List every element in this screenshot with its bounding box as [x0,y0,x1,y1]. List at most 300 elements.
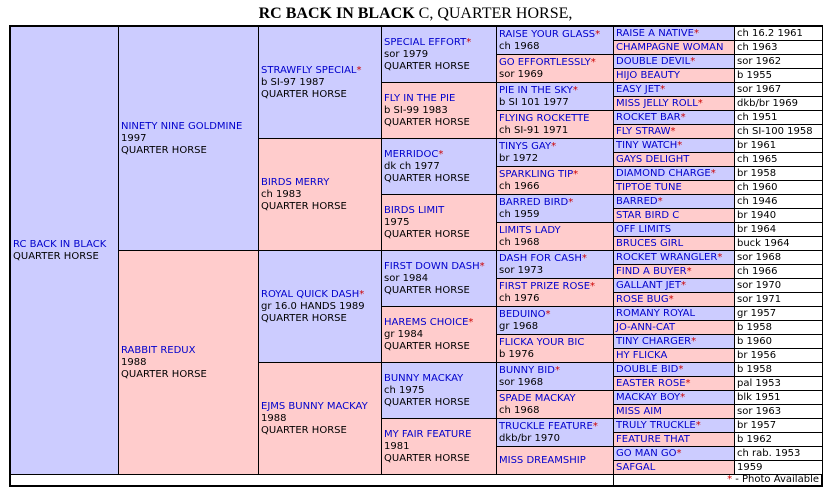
ancestor-name-link[interactable]: TINY CHARGER [616,336,692,347]
ancestor-name-line [499,197,611,209]
ancestor-name-link[interactable]: NINETY NINE GOLDMINE [121,120,243,132]
g5-ancestor-cell [496,418,614,447]
ancestor-info: gr 1957 [737,308,777,319]
g2-ancestor-cell [118,250,259,475]
ancestor-info: br 1972 [499,152,539,164]
ancestor-info: b 1955 [737,70,772,81]
ancestor-name-link[interactable]: ROMANY ROYAL [616,308,696,319]
ancestor-name-link[interactable]: SPADE MACKAY [499,392,576,404]
g6-ancestor-cell [613,306,735,321]
photo-available-star: * [693,28,699,39]
ancestor-info: b 1958 [737,364,772,375]
g6-ancestor-info-cell [734,152,823,167]
photo-available-star: * [680,392,686,403]
ancestor-breed: QUARTER HORSE [261,424,347,436]
ancestor-info: 1981 [384,440,410,452]
ancestor-info: sor 1962 [737,56,782,67]
g6-ancestor-info-cell [734,124,823,139]
ancestor-name-line [384,93,494,105]
ancestor-name-link[interactable]: SPECIAL EFFORT [384,36,467,48]
ancestor-info: ch SI-100 1958 [737,126,813,137]
g6-ancestor-cell [613,222,735,237]
g2-ancestor-cell [118,26,259,251]
ancestor-breed: QUARTER HORSE [384,116,470,128]
ancestor-info: ch 1966 [499,180,540,192]
g6-ancestor-info-cell [734,138,823,153]
photo-available-star: * [676,448,682,459]
g6-ancestor-info-cell [734,446,823,461]
photo-available-star: * [590,56,596,68]
ancestor-breed: QUARTER HORSE [261,88,347,100]
pedigree-chart [9,25,823,487]
g5-ancestor-cell [496,278,614,307]
ancestor-info: ch 16.2 1961 [737,28,803,39]
g6-ancestor-cell [613,460,735,475]
ancestor-info: br 1957 [737,420,777,431]
ancestor-name-link[interactable]: DASH FOR CASH [499,252,582,264]
ancestor-name-link[interactable]: FIRST PRIZE ROSE [499,280,591,292]
ancestor-name-link[interactable]: MISS DREAMSHIP [499,454,586,466]
ancestor-name-link[interactable]: STRAWFLY SPECIAL [261,64,357,76]
ancestor-info: ch 1968 [499,236,540,248]
g6-ancestor-info-cell [734,222,823,237]
g5-ancestor-cell [496,306,614,335]
photo-available-star: * [554,364,560,376]
g5-ancestor-cell [496,446,614,475]
g6-ancestor-info-cell [734,320,823,335]
g6-ancestor-info-cell [734,96,823,111]
g6-ancestor-cell [613,152,735,167]
photo-available-star: * [359,288,365,300]
ancestor-name-link[interactable]: BUNNY BID [499,364,555,376]
g4-ancestor-cell [381,306,497,363]
ancestor-info: sor 1970 [737,280,782,291]
g4-ancestor-cell [381,362,497,419]
g5-ancestor-cell [496,194,614,223]
photo-available-star: * [690,56,696,67]
ancestor-info: 1959 [737,462,763,473]
ancestor-name-link[interactable]: DOUBLE BID [616,364,679,375]
ancestor-breed: QUARTER HORSE [384,340,470,352]
subject-horse-cell [10,26,119,475]
ancestor-name-link[interactable]: EJMS BUNNY MACKAY [261,400,368,412]
photo-available-star: * [710,168,716,179]
ancestor-name-link[interactable]: BUNNY MACKAY [384,372,464,384]
g6-ancestor-cell [613,250,735,265]
ancestor-info: ch 1966 [737,266,778,277]
g4-ancestor-cell [381,138,497,195]
g6-ancestor-cell [613,418,735,433]
ancestor-name-line [121,345,256,357]
ancestor-info: ch 1946 [737,196,778,207]
photo-available-star: * [660,84,666,95]
photo-available-star: * [590,280,596,292]
g6-ancestor-info-cell [734,432,823,447]
ancestor-name-link[interactable]: HIJO BEAUTY [616,70,681,81]
g5-ancestor-cell [496,54,614,83]
ancestor-info: b 1962 [737,434,772,445]
ancestor-info: gr 1968 [499,320,539,332]
photo-available-star: * [356,64,362,76]
g3-ancestor-cell [258,362,382,475]
ancestor-name-line [499,281,611,293]
g3-ancestor-cell [258,138,382,251]
g6-ancestor-cell [613,124,735,139]
ancestor-breed: QUARTER HORSE [261,200,347,212]
ancestor-name-link[interactable]: TRULY TRUCKLE [616,420,696,431]
ancestor-name-link[interactable]: ROCKET WRANGLER [616,252,718,263]
ancestor-breed: QUARTER HORSE [121,368,207,380]
ancestor-name-link[interactable]: LIMITS LADY [499,224,561,236]
ancestor-name-link[interactable]: CHAMPAGNE WOMAN [616,42,724,53]
g6-ancestor-info-cell [734,292,823,307]
ancestor-info: pal 1953 [737,378,781,389]
ancestor-name-link[interactable]: STAR BIRD C [616,210,680,221]
ancestor-name-link[interactable]: SPARKLING TIP [499,168,574,180]
title-horse-name: RC BACK IN BLACK [258,5,415,22]
ancestor-name-link[interactable]: HAREMS CHOICE [384,316,469,328]
ancestor-info: ch 1951 [737,112,778,123]
ancestor-name-line [384,205,494,217]
ancestor-name-link[interactable]: MY FAIR FEATURE [384,428,472,440]
ancestor-info: ch rab. 1953 [737,448,801,459]
ancestor-info: br 1961 [737,140,777,151]
ancestor-name-link[interactable]: BRUCES GIRL [616,238,684,249]
ancestor-name-link[interactable]: PIE IN THE SKY [499,84,573,96]
ancestor-info: sor 1971 [737,294,782,305]
g6-ancestor-cell [613,264,735,279]
ancestor-name-link[interactable]: HY FLICKA [616,350,668,361]
photo-available-star: * [685,378,691,389]
photo-available-star: * [581,252,587,264]
ancestor-name-line [261,177,379,189]
g6-ancestor-cell [613,180,735,195]
photo-available-star: * [677,140,683,151]
ancestor-name-line [384,429,494,441]
g6-ancestor-cell [613,236,735,251]
g6-ancestor-cell [613,166,735,181]
ancestor-name-line [499,141,611,153]
photo-available-star: * [568,196,574,208]
ancestor-breed: QUARTER HORSE [384,396,470,408]
g6-ancestor-cell [613,376,735,391]
g6-ancestor-cell [613,446,735,461]
g6-ancestor-cell [613,54,735,69]
ancestor-name-line [499,113,611,125]
g5-ancestor-cell [496,110,614,139]
photo-available-star: * [680,280,686,291]
ancestor-name-line [499,337,611,349]
ancestor-name-line [499,455,611,467]
g6-ancestor-info-cell [734,404,823,419]
ancestor-info: sor 1968 [499,376,544,388]
ancestor-info: b 1976 [499,348,534,360]
footer-left-cell [10,474,614,486]
g6-ancestor-cell [613,390,735,405]
ancestor-name-line [499,309,611,321]
g5-ancestor-cell [496,390,614,419]
ancestor-name-link[interactable]: DOUBLE DEVIL [616,56,691,67]
ancestor-name-link[interactable]: ROCKET BAR [616,112,681,123]
ancestor-info: br 1964 [737,224,777,235]
g6-ancestor-info-cell [734,334,823,349]
ancestor-info: b SI-99 1983 [384,104,448,116]
page-title [0,5,831,23]
ancestor-name-link[interactable]: BARRED [616,196,658,207]
ancestor-breed: QUARTER HORSE [384,228,470,240]
ancestor-name-line [261,401,379,413]
photo-available-star: * [678,364,684,375]
g6-ancestor-cell [613,26,735,41]
photo-available-star: * [479,260,485,272]
g6-ancestor-cell [613,138,735,153]
photo-available-star: * [573,168,579,180]
ancestor-info: gr 1984 [384,328,424,340]
g6-ancestor-info-cell [734,278,823,293]
ancestor-name-link[interactable]: BARRED BIRD [499,196,569,208]
g6-ancestor-cell [613,110,735,125]
ancestor-name-link[interactable]: EASY JET [616,84,661,95]
photo-available-star: * [686,266,692,277]
ancestor-info: buck 1964 [737,238,790,249]
ancestor-breed: QUARTER HORSE [384,452,470,464]
ancestor-info: ch 1968 [499,404,540,416]
ancestor-name-line [499,421,611,433]
photo-available-note: * - Photo Available [727,474,819,485]
ancestor-info: sor 1963 [737,406,782,417]
ancestor-info: ch 1963 [737,42,778,53]
ancestor-breed: QUARTER HORSE [121,144,207,156]
ancestor-info: ch 1968 [499,40,540,52]
ancestor-info: ch 1959 [499,208,540,220]
ancestor-breed: QUARTER HORSE [384,172,470,184]
ancestor-name-link[interactable]: ROSE BUG [616,294,669,305]
ancestor-name-link[interactable]: GO EFFORTLESSLY [499,56,591,68]
ancestor-name-link[interactable]: MISS AIM [616,406,662,417]
ancestor-info: ch SI-91 1971 [499,124,569,136]
g6-ancestor-info-cell [734,390,823,405]
photo-available-star: * [592,420,598,432]
ancestor-name-link[interactable]: RAISE YOUR GLASS [499,28,596,40]
ancestor-info: dkb/br 1969 [737,98,798,109]
g6-ancestor-cell [613,194,735,209]
ancestor-name-line [384,373,494,385]
ancestor-name-link[interactable]: GO MAN GO [616,448,677,459]
ancestor-name-line [499,253,611,265]
ancestor-name-link[interactable]: RABBIT REDUX [121,344,196,356]
g6-ancestor-info-cell [734,460,823,475]
g6-ancestor-cell [613,362,735,377]
ancestor-name-link[interactable]: JO-ANN-CAT [616,322,676,333]
g6-ancestor-info-cell [734,180,823,195]
ancestor-name-link[interactable]: BIRDS MERRY [261,176,330,188]
ancestor-info: ch 1975 [384,384,425,396]
photo-available-star: * [680,112,686,123]
g4-ancestor-cell [381,250,497,307]
g6-ancestor-info-cell [734,250,823,265]
photo-available-star: * [545,308,551,320]
ancestor-info: sor 1979 [384,48,429,60]
ancestor-info: dkb/br 1970 [499,432,560,444]
ancestor-name-link[interactable]: GAYS DELIGHT [616,154,690,165]
g5-ancestor-cell [496,250,614,279]
g6-ancestor-info-cell [734,418,823,433]
ancestor-name-link[interactable]: ROYAL QUICK DASH [261,288,360,300]
ancestor-info: sor 1969 [499,68,544,80]
ancestor-name-line [499,365,611,377]
g6-ancestor-cell [613,278,735,293]
ancestor-info: blk 1951 [737,392,781,403]
ancestor-info: gr 16.0 HANDS 1989 [261,300,365,312]
ancestor-info: dk ch 1977 [384,160,440,172]
photo-available-star: * [695,420,701,431]
g6-ancestor-cell [613,96,735,111]
ancestor-info: 1997 [121,132,147,144]
photo-available-star: * [670,126,676,137]
photo-available-star: * [572,84,578,96]
g5-ancestor-cell [496,26,614,55]
ancestor-name-line [499,57,611,69]
photo-available-star: * [466,36,472,48]
ancestor-name-link[interactable]: SAFGAL [616,462,656,473]
ancestor-name-link[interactable]: OFF LIMITS [616,224,672,235]
ancestor-name-line [384,317,494,329]
g6-ancestor-info-cell [734,26,823,41]
ancestor-info: b SI 101 1977 [499,96,569,108]
ancestor-name-link[interactable]: MISS JELLY ROLL [616,98,698,109]
ancestor-name-line [384,261,494,273]
g4-ancestor-cell [381,194,497,251]
g5-ancestor-cell [496,362,614,391]
ancestor-name-link[interactable]: FEATURE THAT [616,434,690,445]
ancestor-info: b SI-97 1987 [261,76,325,88]
ancestor-name-link[interactable]: EASTER ROSE [616,378,686,389]
ancestor-name-link[interactable]: TIPTOE TUNE [616,182,682,193]
g5-ancestor-cell [496,222,614,251]
g5-ancestor-cell [496,138,614,167]
g5-ancestor-cell [496,166,614,195]
ancestor-name-link[interactable]: MACKAY BOY [616,392,681,403]
photo-available-star: * [668,294,674,305]
g6-ancestor-cell [613,334,735,349]
ancestor-name-line [261,65,379,77]
ancestor-name-link[interactable]: TINYS GAY [499,140,552,152]
g4-ancestor-cell [381,26,497,83]
g3-ancestor-cell [258,26,382,139]
g6-ancestor-cell [613,68,735,83]
g6-ancestor-info-cell [734,306,823,321]
ancestor-name-link[interactable]: GALLANT JET [616,280,681,291]
ancestor-name-line [499,29,611,41]
ancestor-info: 1975 [384,216,410,228]
g6-ancestor-cell [613,432,735,447]
g6-ancestor-cell [613,404,735,419]
g6-ancestor-info-cell [734,362,823,377]
photo-available-star: * [691,336,697,347]
subject-horse-name[interactable]: RC BACK IN BLACK [13,238,107,250]
ancestor-info: br 1956 [737,350,777,361]
g6-ancestor-info-cell [734,348,823,363]
g6-ancestor-info-cell [734,40,823,55]
ancestor-name-link[interactable]: FLY IN THE PIE [384,92,456,104]
ancestor-info: br 1958 [737,168,777,179]
ancestor-info: ch 1983 [261,188,302,200]
g6-ancestor-info-cell [734,376,823,391]
ancestor-info: ch 1960 [737,182,778,193]
photo-available-star: * [697,98,703,109]
title-details: C, QUARTER HORSE, [414,5,573,22]
g6-ancestor-info-cell [734,194,823,209]
ancestor-info: sor 1967 [737,84,782,95]
ancestor-info: sor 1984 [384,272,429,284]
ancestor-name-link[interactable]: FLYING ROCKETTE [499,112,590,124]
ancestor-breed: QUARTER HORSE [261,312,347,324]
ancestor-info: sor 1968 [737,252,782,263]
g6-ancestor-cell [613,348,735,363]
ancestor-name-line [261,289,379,301]
photo-available-star: * [551,140,557,152]
g3-ancestor-cell [258,250,382,363]
ancestor-name-line [499,225,611,237]
ancestor-info: b 1960 [737,336,772,347]
g6-ancestor-cell [613,40,735,55]
ancestor-name-link[interactable]: FLICKA YOUR BIC [499,336,585,348]
ancestor-info: b 1958 [737,322,772,333]
g6-ancestor-info-cell [734,110,823,125]
g4-ancestor-cell [381,82,497,139]
photo-available-star: * [657,196,663,207]
g6-ancestor-cell [613,208,735,223]
g6-ancestor-info-cell [734,208,823,223]
ancestor-breed: QUARTER HORSE [384,60,470,72]
ancestor-name-line [499,393,611,405]
g4-ancestor-cell [381,418,497,475]
ancestor-name-link[interactable]: MERRIDOC [384,148,439,160]
ancestor-info: 1988 [121,356,147,368]
g6-ancestor-info-cell [734,82,823,97]
photo-available-star: * [438,148,444,160]
ancestor-name-link[interactable]: FIND A BUYER [616,266,687,277]
footer-star: * [727,474,733,485]
ancestor-name-link[interactable]: FLY STRAW [616,126,671,137]
g5-ancestor-cell [496,82,614,111]
photo-available-star: * [717,252,723,263]
ancestor-name-link[interactable]: FIRST DOWN DASH [384,260,480,272]
ancestor-name-link[interactable]: DIAMOND CHARGE [616,168,711,179]
ancestor-name-link[interactable]: BIRDS LIMIT [384,204,445,216]
ancestor-info: ch 1965 [737,154,778,165]
ancestor-name-link[interactable]: RAISE A NATIVE [616,28,694,39]
ancestor-name-line [121,121,256,133]
g6-ancestor-cell [613,292,735,307]
ancestor-breed: QUARTER HORSE [384,284,470,296]
ancestor-name-link[interactable]: BEDUINO [499,308,546,320]
ancestor-info: ch 1976 [499,292,540,304]
g6-ancestor-info-cell [734,68,823,83]
g5-ancestor-cell [496,334,614,363]
ancestor-name-link[interactable]: TRUCKLE FEATURE [499,420,593,432]
ancestor-name-link[interactable]: TINY WATCH [616,140,678,151]
photo-available-star: * [595,28,601,40]
g6-ancestor-info-cell [734,54,823,69]
ancestor-name-line [499,169,611,181]
g6-ancestor-cell [613,320,735,335]
ancestor-name-line [384,37,494,49]
g6-ancestor-info-cell [734,236,823,251]
g6-ancestor-info-cell [734,166,823,181]
ancestor-info: br 1940 [737,210,777,221]
g6-ancestor-cell [613,82,735,97]
